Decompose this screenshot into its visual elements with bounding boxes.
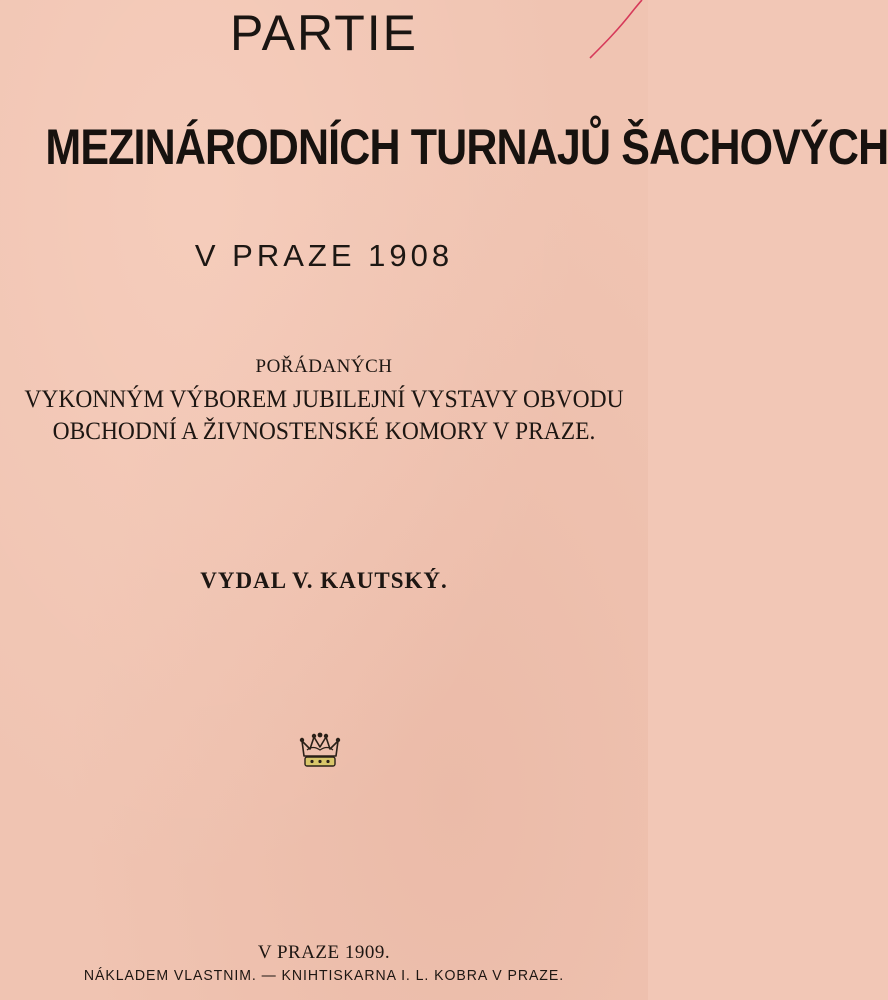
- crown-ornament-icon: [299, 732, 341, 772]
- organizer-line-2: OBCHODNÍ A ŽIVNOSTENSKÉ KOMORY V PRAZE.: [52, 418, 596, 445]
- main-title: MEZINÁRODNÍCH TURNAJŮ ŠACHOVÝCH: [45, 119, 888, 175]
- organizer-line-1: VYKONNÝM VÝBOREM JUBILEJNÍ VYSTAVY OBVODU: [24, 386, 624, 413]
- imprint-publisher: NÁKLADEM VLASTNIM. — KNIHTISKARNA I. L. KOBRA V PRAZE.: [83, 967, 565, 984]
- imprint-place-year: V PRAZE 1909.: [257, 942, 391, 963]
- organized-label: POŘÁDANÝCH: [255, 356, 393, 377]
- heading-word: PARTIE: [230, 5, 418, 61]
- editor-credit: VYDAL V. KAUTSKÝ.: [200, 568, 448, 593]
- place-and-year: V PRAZE 1908: [194, 238, 454, 273]
